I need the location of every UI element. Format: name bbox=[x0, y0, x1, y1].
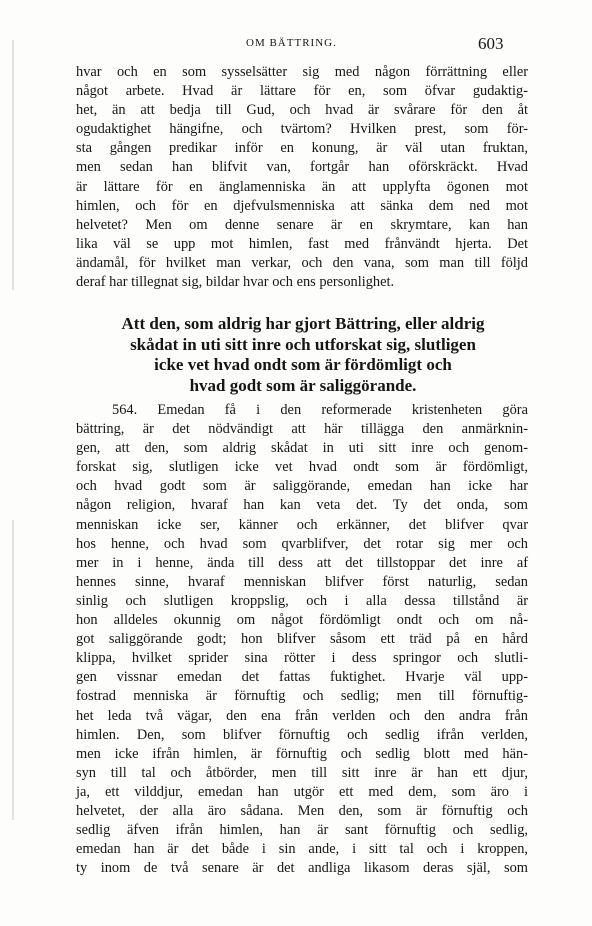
text-line: sedlig äfven ifrån himlen, han är sant förnuftig och sedlig, bbox=[76, 822, 528, 839]
text-line: sta gången predikar inför en konung, är väl utan fruktan, bbox=[76, 140, 528, 157]
section-heading bbox=[70, 314, 536, 396]
text-line: syn till tal och åtbörder, men till sitt inre är han ett djur, bbox=[76, 764, 528, 781]
running-title: OM BÄTTRING. bbox=[246, 37, 337, 49]
text-line: hennes sinne, hvaraf menniskan blifver först naturlig, sedan bbox=[76, 573, 528, 590]
text-line: helvetet, der alla äro sådana. Men den, som är förnuftig och bbox=[76, 802, 528, 819]
text-line: himlen, och för en djefvulsmenniska att sänka dem ned mot bbox=[76, 197, 528, 214]
scan-gutter-shadow bbox=[12, 520, 14, 820]
text-line: menniskan icke ser, känner och erkänner, det blifver qvar bbox=[76, 516, 528, 533]
page-number: 603 bbox=[478, 34, 504, 53]
text-line: gen vissnar emedan det fattas fuktighet. Hvarje väl upp- bbox=[76, 669, 528, 686]
text-line: forskat sig, slutligen icke vet hvad ondt som är fördömligt, bbox=[76, 459, 528, 476]
paragraph-continuation bbox=[76, 63, 528, 292]
text-line: något arbete. Hvad är lättare för en, som öfvar gudaktig- bbox=[76, 83, 528, 100]
text-line: mer in i henne, ända till dess att det tillstoppar det inre af bbox=[76, 554, 528, 571]
heading-line: skådat in uti sitt inre och utforskat sig, slutligen bbox=[130, 334, 476, 354]
running-header bbox=[0, 34, 592, 54]
text-line: sinlig och slutligen kroppslig, och i alla dessa tillstånd är bbox=[76, 592, 528, 609]
heading-line: icke vet hvad ondt som är fördömligt och bbox=[154, 355, 452, 374]
text-line: lika väl se upp mot himlen, fast med frånvändt hjerta. Det bbox=[76, 235, 528, 252]
text-line: got saliggörande godt; hon blifver såsom ett träd på en hård bbox=[76, 631, 528, 648]
text-line: deraf har tillegnat sig, bildar hvar och ens personlighet. bbox=[76, 274, 395, 291]
text-line: ja, ett vilddjur, emedan han utgör ett med dem, som äro i bbox=[76, 783, 528, 800]
text-line: ändamål, för hvilket man verkar, och den vana, som man till följd bbox=[76, 254, 528, 271]
text-line: bättring, är det nödvändigt att här tillägga den anmärknin- bbox=[76, 421, 528, 438]
paragraph-564 bbox=[76, 401, 528, 878]
text-line: är lättare för en änglamenniska än att upplyfta ögonen mot bbox=[76, 178, 528, 195]
text-line: men icke ifrån himlen, är förnuftig och sedlig blott med hän- bbox=[76, 745, 528, 762]
text-line: het, än att bedja till Gud, och hvad är svårare för den åt bbox=[76, 102, 528, 119]
text-line: ogudaktighet hängifne, och tvärtom? Hvilken prest, som för- bbox=[76, 121, 528, 138]
text-line: ty inom de två senare är det andliga likasom deras själ, som bbox=[76, 860, 528, 877]
text-line: gen, att den, som aldrig skådat in uti sitt inre och genom- bbox=[76, 440, 528, 457]
heading-line: hvad godt som är saliggörande. bbox=[189, 375, 417, 395]
text-line: het leda två vägar, den ena från verlden och den andra från bbox=[76, 707, 528, 724]
text-line: hon alldeles okunnig om något fördömligt ondt och om nå- bbox=[76, 612, 528, 629]
text-line: och hvad godt som är saliggörande, emedan han icke har bbox=[76, 478, 528, 495]
text-line: helvetet? Men om denne senare är en skrymtare, kan han bbox=[76, 216, 528, 233]
text-line: någon religion, hvaraf han kan veta det. Ty det onda, som bbox=[76, 497, 528, 514]
text-line: emedan han är det både i sin ande, i sitt tal och i kroppen, bbox=[76, 841, 528, 858]
text-line: fostrad menniska är förnuftig och sedlig; men till förnuftig- bbox=[76, 688, 528, 705]
text-line: himlen. Den, som blifver förnuftig och sedlig ifrån verlden, bbox=[76, 726, 528, 743]
text-line: hos henne, och hvad som qvarblifver, det rotar sig mer och bbox=[76, 535, 528, 552]
text-line: 564. Emedan få i den reformerade kristenheten göra bbox=[112, 402, 528, 418]
text-line: men sedan han blifvit van, fortgår han oförskräckt. Hvad bbox=[76, 159, 528, 176]
heading-line: Att den, som aldrig har gjort Bättring, eller aldrig bbox=[121, 314, 485, 333]
text-line: hvar och en som sysselsätter sig med någon förrättning eller bbox=[76, 64, 528, 80]
scan-gutter-shadow bbox=[12, 40, 14, 290]
text-line: klippa, hvilket sprider sina rötter i dess springor och slutli- bbox=[76, 650, 528, 667]
